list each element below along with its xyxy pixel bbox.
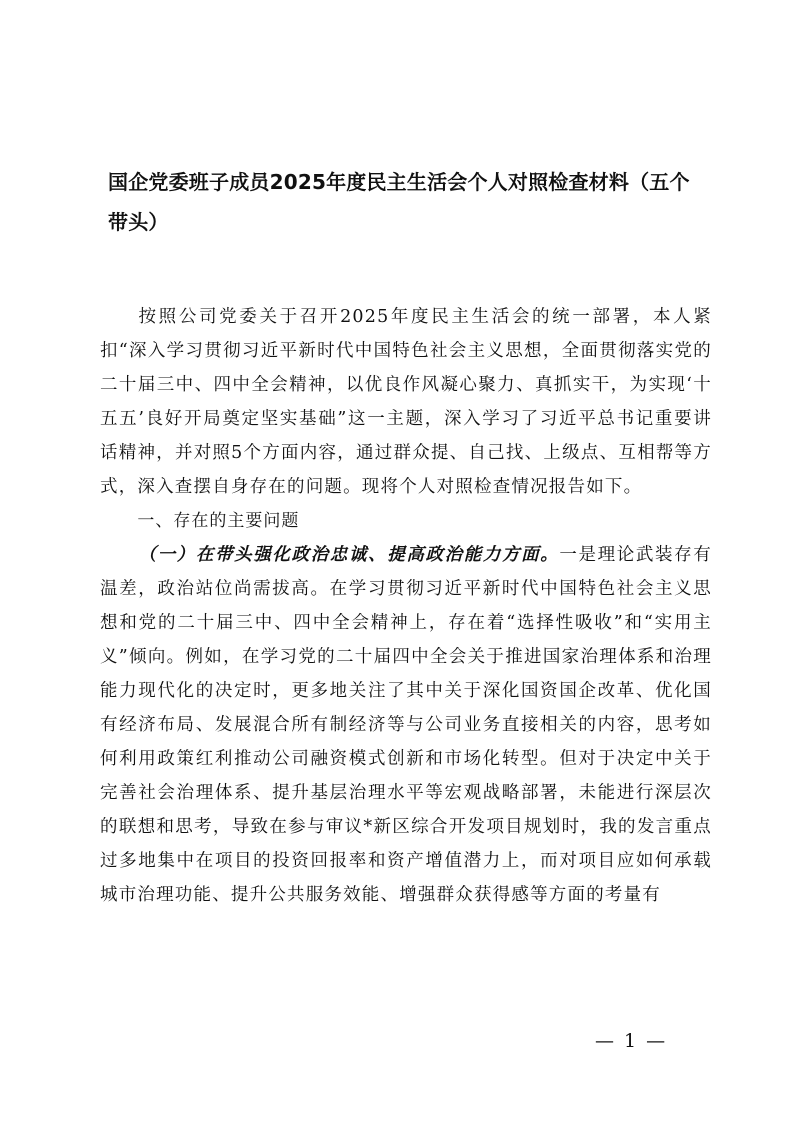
page-number: — 1 — xyxy=(595,1030,668,1052)
intro-paragraph: 按照公司党委关于召开2025年度民主生活会的统一部署，本人紧扣“深入学习贯彻习近平新时代中国特色社会主义思想，全面贯彻落实党的二十届三中、四中全会精神，以优良作风凝心聚力、真抓实干，为实现‘十五五’良好开局奠定坚实基础”这一主题，深入学习了习近平总书记重要讲话精神，并对照5个方面内容，通过群众提、自己找、上级点、互相帮等方式，深入查摆自身存在的问题。现将个人对照检查情况报告如下。 xyxy=(100,307,712,497)
section-heading: 一、存在的主要问题 xyxy=(137,511,300,531)
sub-section-heading: （一）在带头强化政治忠诚、提高政治能力方面。 xyxy=(138,545,560,565)
sub-section-body: 一是理论武装存有温差，政治站位尚需拔高。在学习贯彻习近平新时代中国特色社会主义思想和党的二十届三中、四中全会精神上，存在着“选择性吸收”和“实用主义”倾向。例如，在学习党的二十届四中全会关于推进国家治理体系和治理能力现代化的决定时，更多地关注了其中关于深化国资国企改革、优化国有经济布局、发展混合所有制经济等与公司业务直接相关的内容，思考如何利用政策红利推动公司融资模式创新和市场化转型。但对于决定中关于完善社会治理体系、提升基层治理水平等宏观战略部署，未能进行深层次的联想和思考，导致在参与审议*新区综合开发项目规划时，我的发言重点过多地集中在项目的投资回报率和资产增值潜力上，而对项目应如何承载城市治理功能、提升公共服务效能、增强群众获得感等方面的考量有 xyxy=(100,545,712,905)
sub-section-paragraph xyxy=(100,538,712,912)
document-body xyxy=(100,300,712,912)
document-title: 国企党委班子成员2025年度民主生活会个人对照检查材料（五个带头） xyxy=(108,170,690,234)
